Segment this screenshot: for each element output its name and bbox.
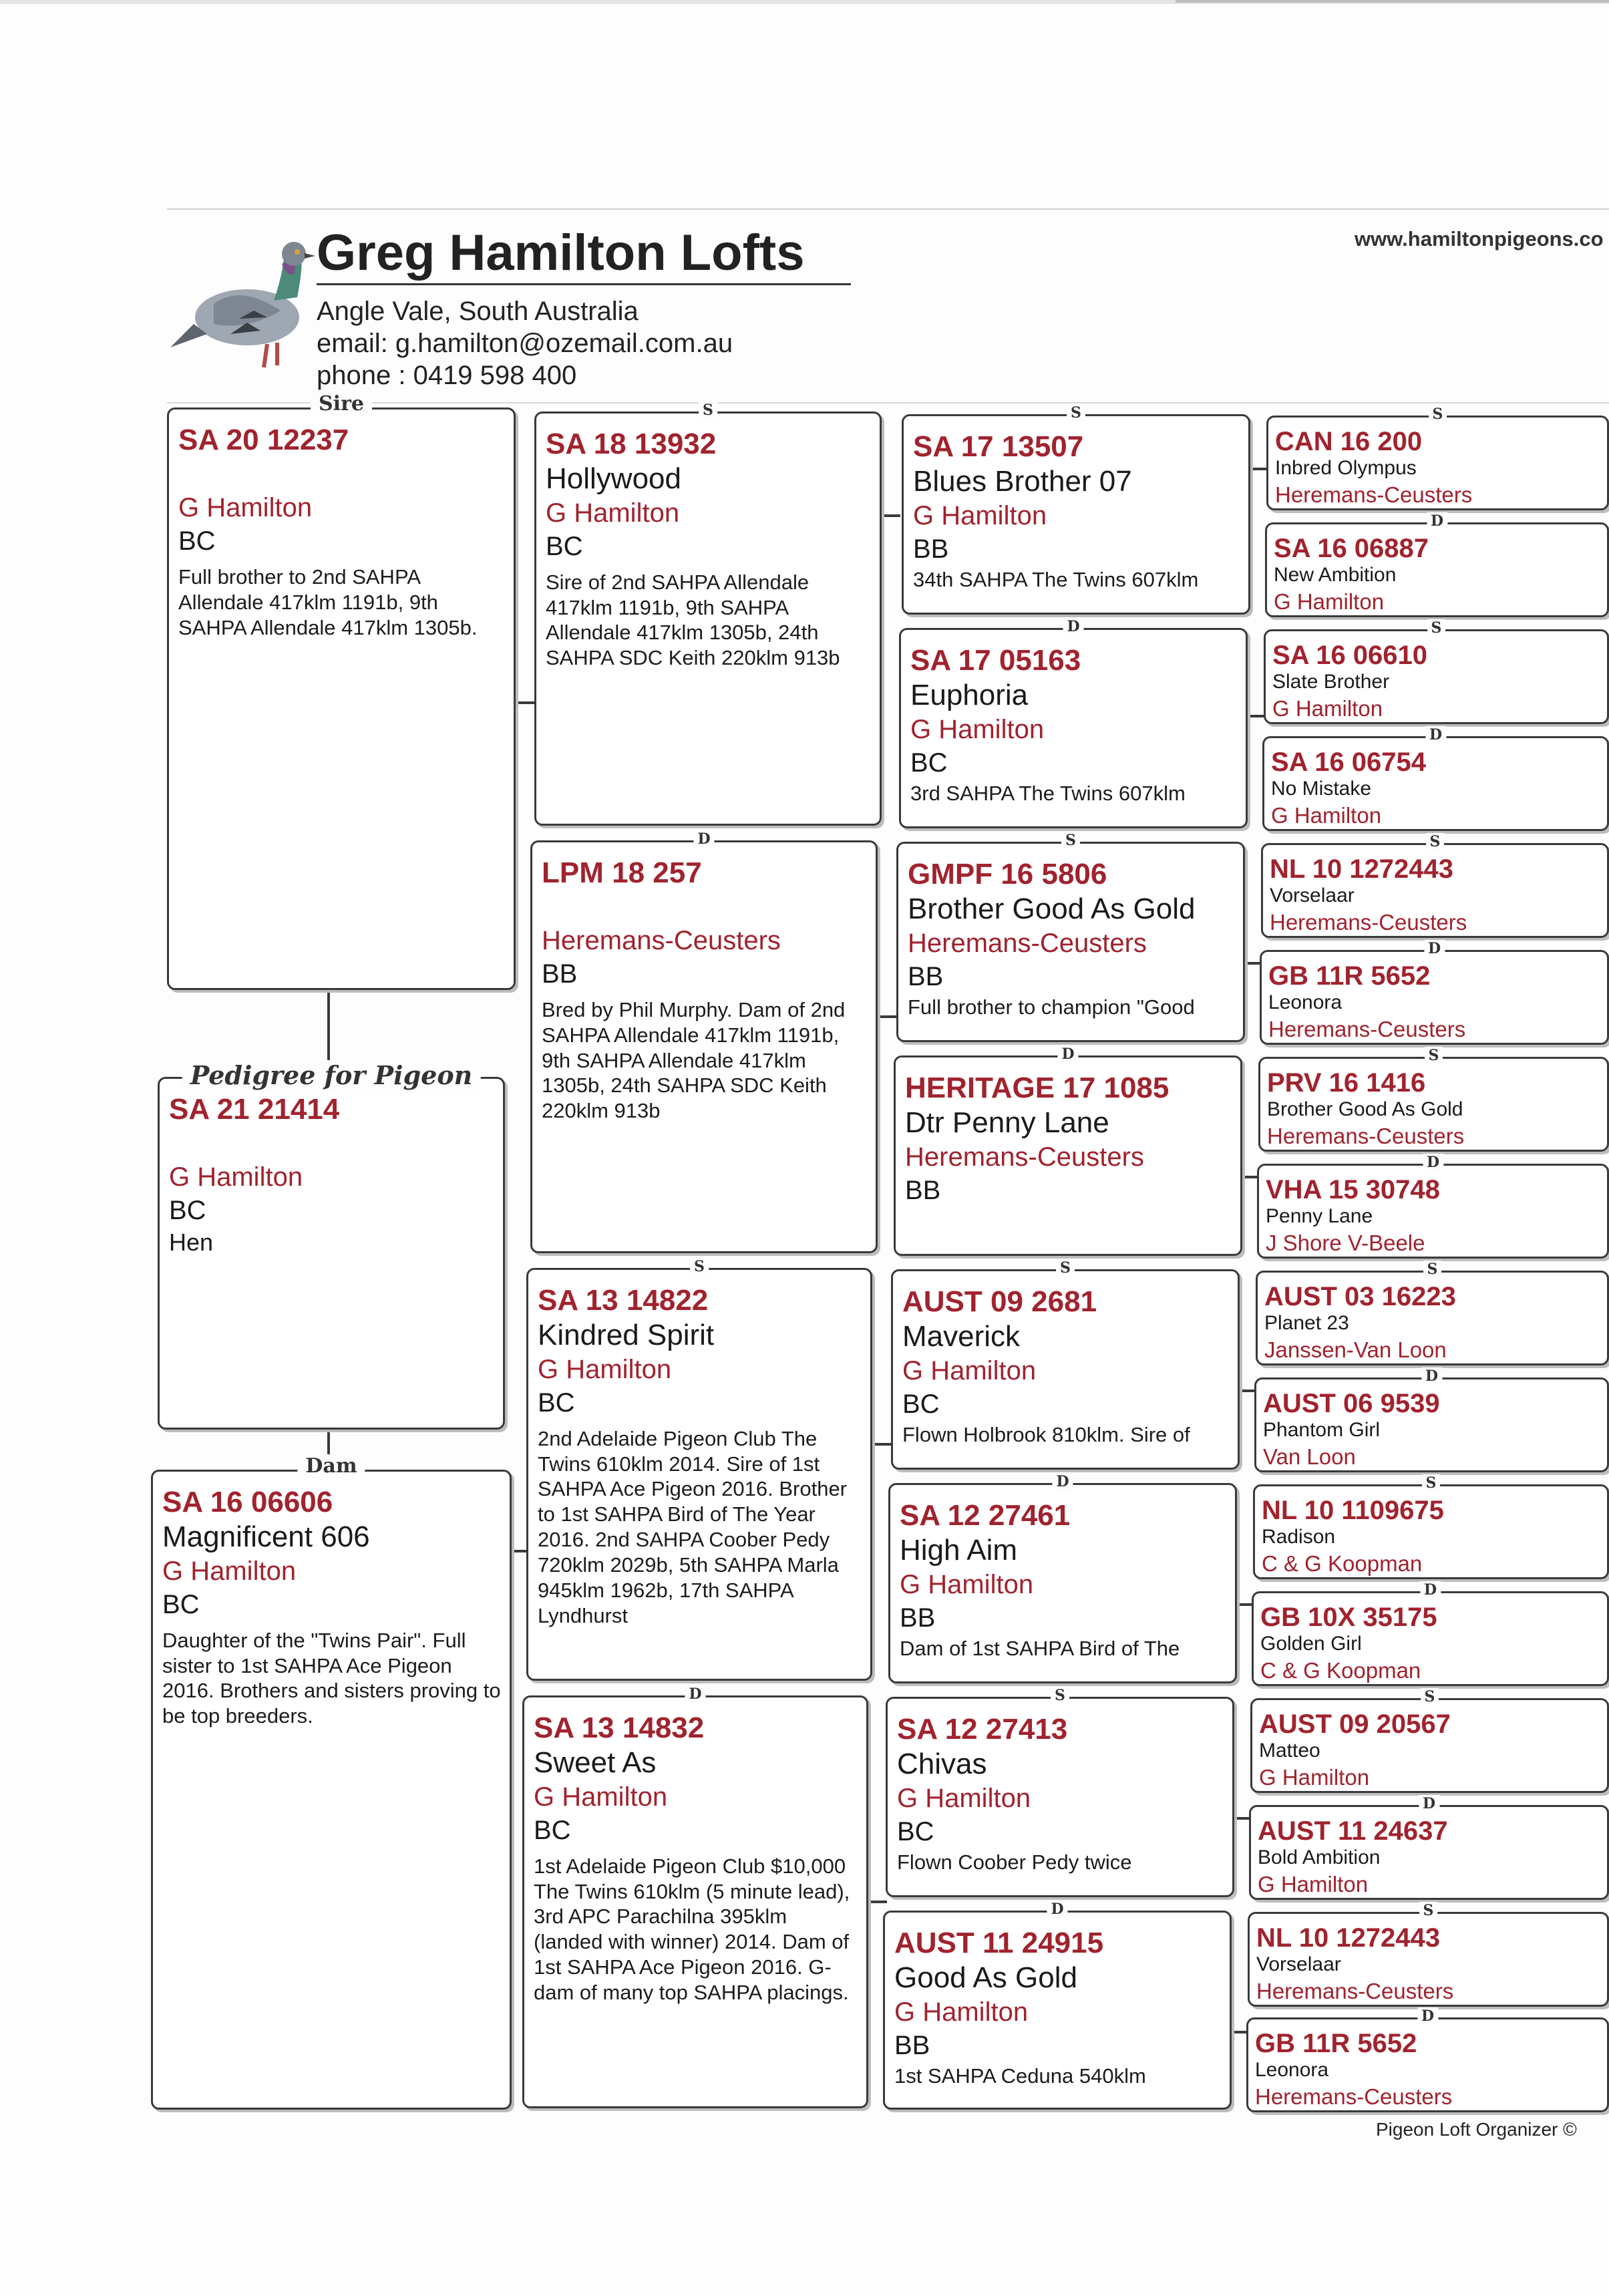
sire-marker: S [1429, 405, 1447, 423]
dam-marker: D [1420, 1581, 1441, 1599]
breeder: Van Loon [1263, 1444, 1356, 1469]
sire-marker: S [1056, 1259, 1075, 1277]
pigeon-name: Penny Lane [1266, 1205, 1373, 1227]
sire-marker: S [1426, 833, 1445, 850]
gen4-card-5[interactable] [1261, 833, 1609, 938]
gen4-card-15[interactable] [1248, 1902, 1609, 2007]
ring-number: SA 16 06606 [162, 1486, 333, 1518]
pigeon-name: Dtr Penny Lane [905, 1106, 1109, 1139]
subject-card[interactable] [158, 1060, 505, 1430]
gen4-card-13[interactable] [1250, 1688, 1609, 1793]
pigeon-name: Magnificent 606 [162, 1520, 370, 1553]
breeder: C & G Koopman [1262, 1550, 1423, 1576]
notes: Full brother to champion "Good [908, 995, 1195, 1019]
connector-gen3-gen4-b [1246, 715, 1265, 717]
breeder: Janssen-Van Loon [1264, 1337, 1447, 1362]
breeder: Heremans-Ceusters [1268, 1016, 1466, 1041]
connector-gen3-gen4-a [1249, 468, 1268, 470]
notes: 3rd SAHPA The Twins 607klm [910, 781, 1186, 805]
pigeon-name: High Aim [900, 1533, 1018, 1567]
header-bottom-rule [167, 402, 1609, 403]
ring-number: SA 17 13507 [913, 430, 1084, 463]
ring-number: SA 21 21414 [169, 1093, 340, 1126]
ring-number: SA 16 06754 [1271, 748, 1427, 777]
sire-card[interactable] [167, 392, 516, 990]
color-code: BB [900, 1603, 936, 1633]
connector-gen2-gen3-c [871, 1443, 891, 1446]
ring-number: SA 13 14822 [538, 1284, 709, 1317]
ring-number: GB 11R 5652 [1268, 961, 1431, 991]
pigeon-name: Slate Brother [1272, 671, 1390, 693]
ring-number: AUST 11 24637 [1258, 1816, 1448, 1846]
email: email: g.hamilton@ozemail.com.au [317, 329, 733, 358]
ring-number: AUST 03 16223 [1264, 1282, 1456, 1311]
breeder: G Hamilton [902, 1355, 1037, 1385]
ring-number: SA 12 27413 [897, 1713, 1068, 1746]
gen3-card-1[interactable] [902, 404, 1250, 615]
gen3-card-3[interactable] [896, 832, 1245, 1042]
ring-number: SA 12 27461 [900, 1499, 1071, 1532]
color-code: BB [542, 959, 578, 989]
dam-tag: Dam [297, 1454, 365, 1478]
pigeon-name: No Mistake [1271, 778, 1372, 800]
color-code: BB [905, 1175, 941, 1205]
ring-number: SA 13 14832 [534, 1711, 705, 1744]
sire-marker: S [1419, 1902, 1438, 1919]
connector-gen1-gen2-a [514, 701, 536, 704]
ring-number: HERITAGE 17 1085 [905, 1072, 1170, 1104]
gen4-card-14[interactable] [1249, 1795, 1609, 1900]
gen4-card-1[interactable] [1266, 405, 1609, 510]
breeder: G Hamilton [1271, 802, 1382, 828]
pedigree-for-tag: Pedigree for Pigeon [182, 1060, 481, 1090]
ring-number: AUST 11 24915 [894, 1927, 1104, 1959]
gen4-card-4[interactable] [1262, 726, 1609, 831]
sire-marker: S [1067, 404, 1085, 422]
gen4-card-11[interactable] [1253, 1474, 1609, 1579]
pigeon-name: Matteo [1259, 1740, 1320, 1762]
dam-marker: D [685, 1685, 705, 1703]
notes: 1st SAHPA Ceduna 540klm [894, 2064, 1146, 2088]
pigeon-name: Blues Brother 07 [913, 464, 1132, 498]
pigeon-name: Leonora [1268, 991, 1343, 1013]
gen4-card-2[interactable] [1265, 512, 1609, 617]
ring-number: GB 11R 5652 [1255, 2029, 1417, 2058]
ring-number: CAN 16 200 [1275, 427, 1423, 456]
phone: phone : 0419 598 400 [317, 361, 577, 390]
breeder: G Hamilton [162, 1556, 297, 1586]
gen4-card-3[interactable] [1264, 619, 1609, 724]
sire-marker: S [1051, 1687, 1069, 1704]
pigeon-name: Radison [1262, 1526, 1336, 1548]
breeder: G Hamilton [178, 492, 313, 522]
pigeon-name: Golden Girl [1260, 1633, 1362, 1655]
scan-artifact-line [1176, 0, 1609, 3]
website-url: www.hamiltonpigeons.co [1355, 227, 1604, 251]
notes: Bred by Phil Murphy. Dam of 2nd SAHPA Allendale 417klm 1191b, 9th SAHPA Allendale 417klm 1305b, 24th SAHPA SDC Keith 220klm 913b [542, 997, 846, 1123]
gen4-card-10[interactable] [1254, 1367, 1609, 1472]
breeder: Heremans-Ceusters [1275, 482, 1473, 507]
color-code: BB [894, 2030, 930, 2060]
breeder: G Hamilton [1272, 695, 1383, 721]
color-code: BC [897, 1816, 934, 1846]
dam-marker: D [1047, 1901, 1067, 1918]
ring-number: NL 10 1272443 [1256, 1923, 1441, 1953]
dam-card[interactable] [151, 1454, 512, 2110]
gen4-card-8[interactable] [1257, 1154, 1609, 1259]
notes: Sire of 2nd SAHPA Allendale 417klm 1191b, 9th SAHPA Allendale 417klm 1305b, 24th SAHPA SDC Keith 220klm 913b [546, 570, 840, 670]
ring-number: SA 16 06887 [1274, 534, 1429, 563]
sire-tag: Sire [311, 392, 372, 416]
gen4-card-7[interactable] [1258, 1047, 1609, 1152]
ring-number: AUST 09 20567 [1259, 1709, 1451, 1739]
breeder: G Hamilton [1274, 589, 1385, 614]
sire-marker: S [1061, 832, 1080, 849]
pigeon-name: Good As Gold [894, 1961, 1077, 1994]
ring-number: SA 16 06610 [1272, 641, 1428, 670]
pigeon-name: Chivas [897, 1747, 987, 1780]
breeder: G Hamilton [169, 1162, 303, 1192]
sex: Hen [169, 1228, 214, 1256]
breeder: Heremans-Ceusters [1267, 1123, 1465, 1148]
pigeon-name: Kindred Spirit [538, 1318, 715, 1351]
notes: Daughter of the "Twins Pair". Full sister to 1st SAHPA Ace Pigeon 2016. Brothers and sisters proving to be top breeders. [162, 1628, 501, 1728]
ring-number: VHA 15 30748 [1266, 1175, 1440, 1204]
dam-marker: D [1425, 726, 1446, 744]
dam-marker: D [1419, 1795, 1439, 1812]
sire-marker: S [1425, 1047, 1443, 1064]
breeder: Heremans-Ceusters [542, 925, 781, 955]
gen3-card-8[interactable] [883, 1901, 1232, 2110]
ring-number: AUST 06 9539 [1263, 1389, 1440, 1418]
pigeon-name: Vorselaar [1270, 884, 1355, 907]
pigeon-name: Vorselaar [1256, 1953, 1341, 1975]
ring-number: SA 20 12237 [178, 424, 349, 456]
notes: 2nd Adelaide Pigeon Club The Twins 610klm 2014. Sire of 1st SAHPA Ace Pigeon 2016. Brother to 1st SAHPA Bird of The Year 2016. 2nd SAHPA Coober Pedy 720klm 2029b, 5th SAHPA Marla 945klm 1962b, 17th SAHPA Lyndhurst [538, 1426, 848, 1627]
pigeon-name: Euphoria [910, 678, 1029, 711]
notes: Flown Coober Pedy twice [897, 1850, 1132, 1874]
footer-credit: Pigeon Loft Organizer © [1376, 2119, 1577, 2140]
color-code: BC [902, 1389, 940, 1419]
ring-number: PRV 16 1416 [1267, 1068, 1426, 1098]
location: Angle Vale, South Australia [317, 297, 639, 326]
breeder: Heremans-Ceusters [908, 928, 1147, 958]
sire-marker: S [699, 401, 717, 419]
pigeon-name: Hollywood [546, 462, 681, 495]
ring-number: GB 10X 35175 [1260, 1603, 1437, 1632]
sire-marker: S [1423, 1261, 1442, 1278]
gen3-card-4[interactable] [894, 1045, 1242, 1256]
breeder: C & G Koopman [1260, 1657, 1421, 1683]
sire-marker: S [690, 1258, 709, 1275]
ring-number: AUST 09 2681 [902, 1285, 1097, 1318]
dam-marker: D [1057, 1045, 1078, 1063]
sire-marker: S [1421, 1688, 1439, 1705]
notes: Full brother to 2nd SAHPA Allendale 417klm 1191b, 9th SAHPA Allendale 417klm 1305b. [178, 564, 478, 639]
gen3-card-6[interactable] [888, 1473, 1237, 1683]
color-code: BB [913, 534, 949, 564]
pigeon-name: Planet 23 [1264, 1312, 1349, 1334]
dam-marker: D [1417, 2007, 1438, 2025]
breeder: G Hamilton [1258, 1871, 1369, 1897]
dam-marker: D [1063, 618, 1083, 635]
breeder: G Hamilton [897, 1783, 1031, 1813]
connector-gen2-gen3-d [867, 1901, 887, 1903]
dam-marker: D [1424, 940, 1445, 957]
pigeon-name: Brother Good As Gold [1267, 1098, 1463, 1120]
connector-gen2-gen3-a [880, 514, 900, 517]
breeder: G Hamilton [894, 1997, 1029, 2027]
pigeon-name: Inbred Olympus [1275, 457, 1417, 479]
color-code: BC [162, 1589, 200, 1619]
ring-number: SA 18 13932 [546, 428, 717, 460]
notes: 1st Adelaide Pigeon Club $10,000 The Twins 610klm (5 minute lead), 3rd APC Parachilna 395klm (landed with winner) 2014. Dam of 1st SAHPA Ace Pigeon 2016. G-dam of many top SAHPA placings. [534, 1854, 850, 2004]
notes: 34th SAHPA The Twins 607klm [913, 567, 1199, 591]
gen2-card-2[interactable] [530, 830, 878, 1253]
breeder: J Shore V-Beele [1266, 1230, 1425, 1255]
pigeon-name: Sweet As [534, 1746, 657, 1779]
color-code: BB [908, 961, 944, 991]
color-code: BC [534, 1815, 571, 1845]
dam-marker: D [1421, 1367, 1442, 1385]
color-code: BC [538, 1387, 575, 1418]
ring-number: NL 10 1109675 [1262, 1496, 1444, 1525]
gen4-card-6[interactable] [1260, 940, 1609, 1045]
pigeon-name: New Ambition [1274, 564, 1397, 586]
breeder: G Hamilton [546, 498, 680, 528]
gen4-card-9[interactable] [1256, 1261, 1609, 1365]
gen4-card-16[interactable] [1246, 2007, 1609, 2112]
gen3-card-7[interactable] [886, 1687, 1234, 1897]
gen2-card-1[interactable] [534, 401, 882, 826]
connector-gen2-gen3-b [876, 1015, 896, 1018]
color-code: BC [178, 526, 216, 556]
color-code: BC [169, 1195, 206, 1225]
pigeon-name: Brother Good As Gold [908, 892, 1196, 925]
ring-number: NL 10 1272443 [1270, 854, 1454, 884]
sire-marker: S [1422, 1474, 1441, 1492]
ring-number: SA 17 05163 [910, 644, 1081, 677]
pigeon-name: Bold Ambition [1258, 1846, 1381, 1868]
notes: Flown Holbrook 810klm. Sire of [902, 1422, 1190, 1446]
gen4-card-12[interactable] [1252, 1581, 1609, 1686]
pigeon-logo-icon [167, 224, 317, 384]
dam-marker: D [1427, 512, 1447, 530]
breeder: Heremans-Ceusters [1255, 2084, 1453, 2109]
breeder: G Hamilton [910, 714, 1045, 744]
pigeon-name: Maverick [902, 1319, 1021, 1353]
breeder: G Hamilton [538, 1354, 672, 1384]
breeder: Heremans-Ceusters [905, 1142, 1144, 1172]
dam-marker: D [693, 830, 714, 848]
dam-marker: D [1052, 1473, 1073, 1490]
sire-marker: S [1427, 619, 1446, 637]
gen2-card-3[interactable] [526, 1258, 872, 1681]
gen2-card-4[interactable] [522, 1685, 868, 2108]
loft-name-underline [317, 283, 851, 285]
loft-name: Greg Hamilton Lofts [317, 224, 805, 281]
breeder: Heremans-Ceusters [1270, 909, 1467, 935]
pigeon-name: Leonora [1255, 2059, 1329, 2081]
notes: Dam of 1st SAHPA Bird of The [900, 1636, 1180, 1660]
gen3-card-5[interactable] [891, 1259, 1240, 1470]
breeder: G Hamilton [900, 1569, 1034, 1599]
header-top-rule [167, 208, 1609, 210]
color-code: BC [546, 531, 583, 561]
breeder: G Hamilton [1259, 1764, 1370, 1790]
gen3-card-2[interactable] [899, 618, 1248, 828]
breeder: G Hamilton [913, 500, 1047, 530]
breeder: G Hamilton [534, 1782, 668, 1812]
ring-number: GMPF 16 5806 [908, 858, 1107, 890]
dam-marker: D [1423, 1154, 1443, 1171]
color-code: BC [910, 748, 948, 778]
pigeon-name: Phantom Girl [1263, 1419, 1381, 1441]
ring-number: LPM 18 257 [542, 856, 702, 889]
breeder: Heremans-Ceusters [1256, 1978, 1454, 2003]
